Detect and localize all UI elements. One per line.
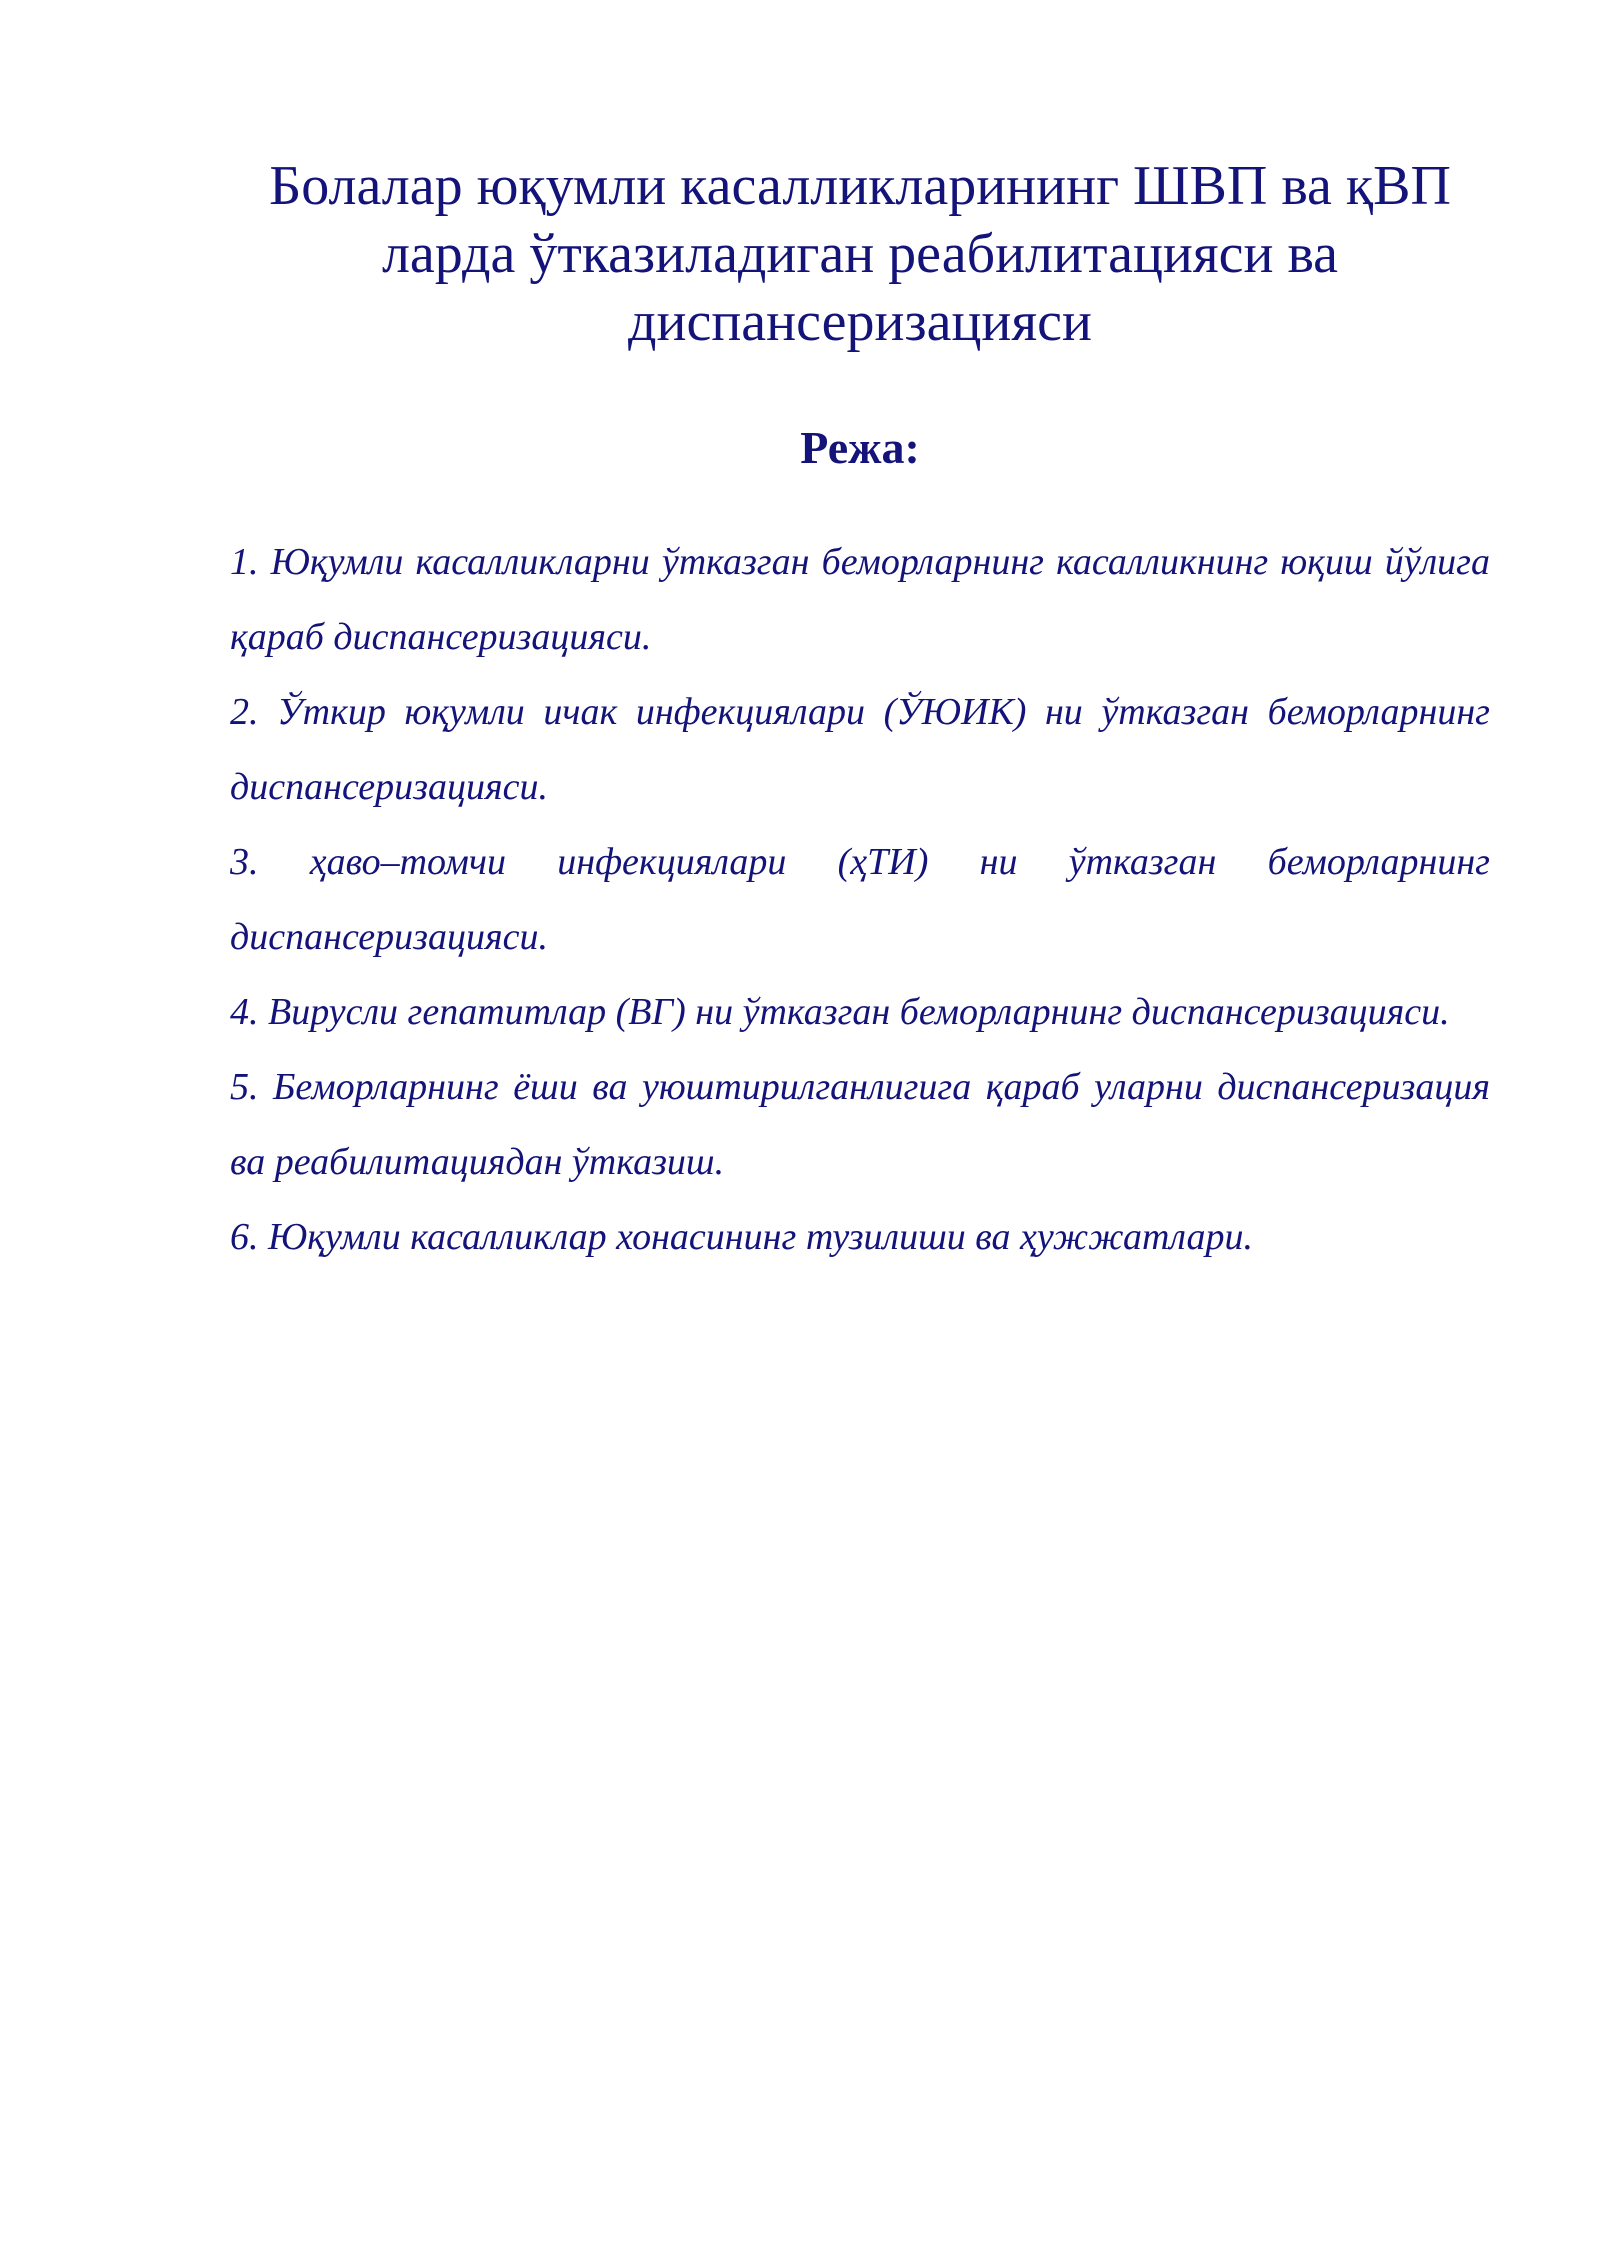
plan-item: 4. Вирусли гепатитлар (ВГ) ни ўтказган беморларнинг диспансеризацияси. bbox=[230, 991, 1450, 1033]
plan-item: 1. Юқумли касалликларни ўтказган беморларнинг касалликнинг юқиш йўлига қараб диспансеризацияси. bbox=[230, 541, 1490, 658]
plan-heading: Режа: bbox=[800, 422, 920, 473]
title-line: Болалар юқумли касалликларининг ШВП ва қВП bbox=[269, 155, 1451, 217]
title-line: ларда ўтказиладиган реабилитацияси ва bbox=[381, 223, 1339, 285]
plan-item: 3. ҳаво–томчи инфекциялари (ҳТИ) ни ўтказган беморларнинг диспансеризацияси. bbox=[230, 841, 1490, 958]
plan-item: 5. Беморларнинг ёши ва уюштирилганлигига қараб уларни диспансеризация ва реабилитациядан ўтказиш. bbox=[230, 1066, 1490, 1183]
plan-list bbox=[230, 525, 1490, 1275]
title-line: диспансеризацияси bbox=[628, 291, 1092, 353]
document-title bbox=[230, 152, 1490, 356]
plan-item: 6. Юқумли касалликлар хонасининг тузилиши ва ҳужжатлари. bbox=[230, 1216, 1253, 1258]
plan-item: 2. Ўткир юқумли ичак инфекциялари (ЎЮИК) ни ўтказган беморларнинг диспансеризацияси. bbox=[230, 691, 1490, 808]
